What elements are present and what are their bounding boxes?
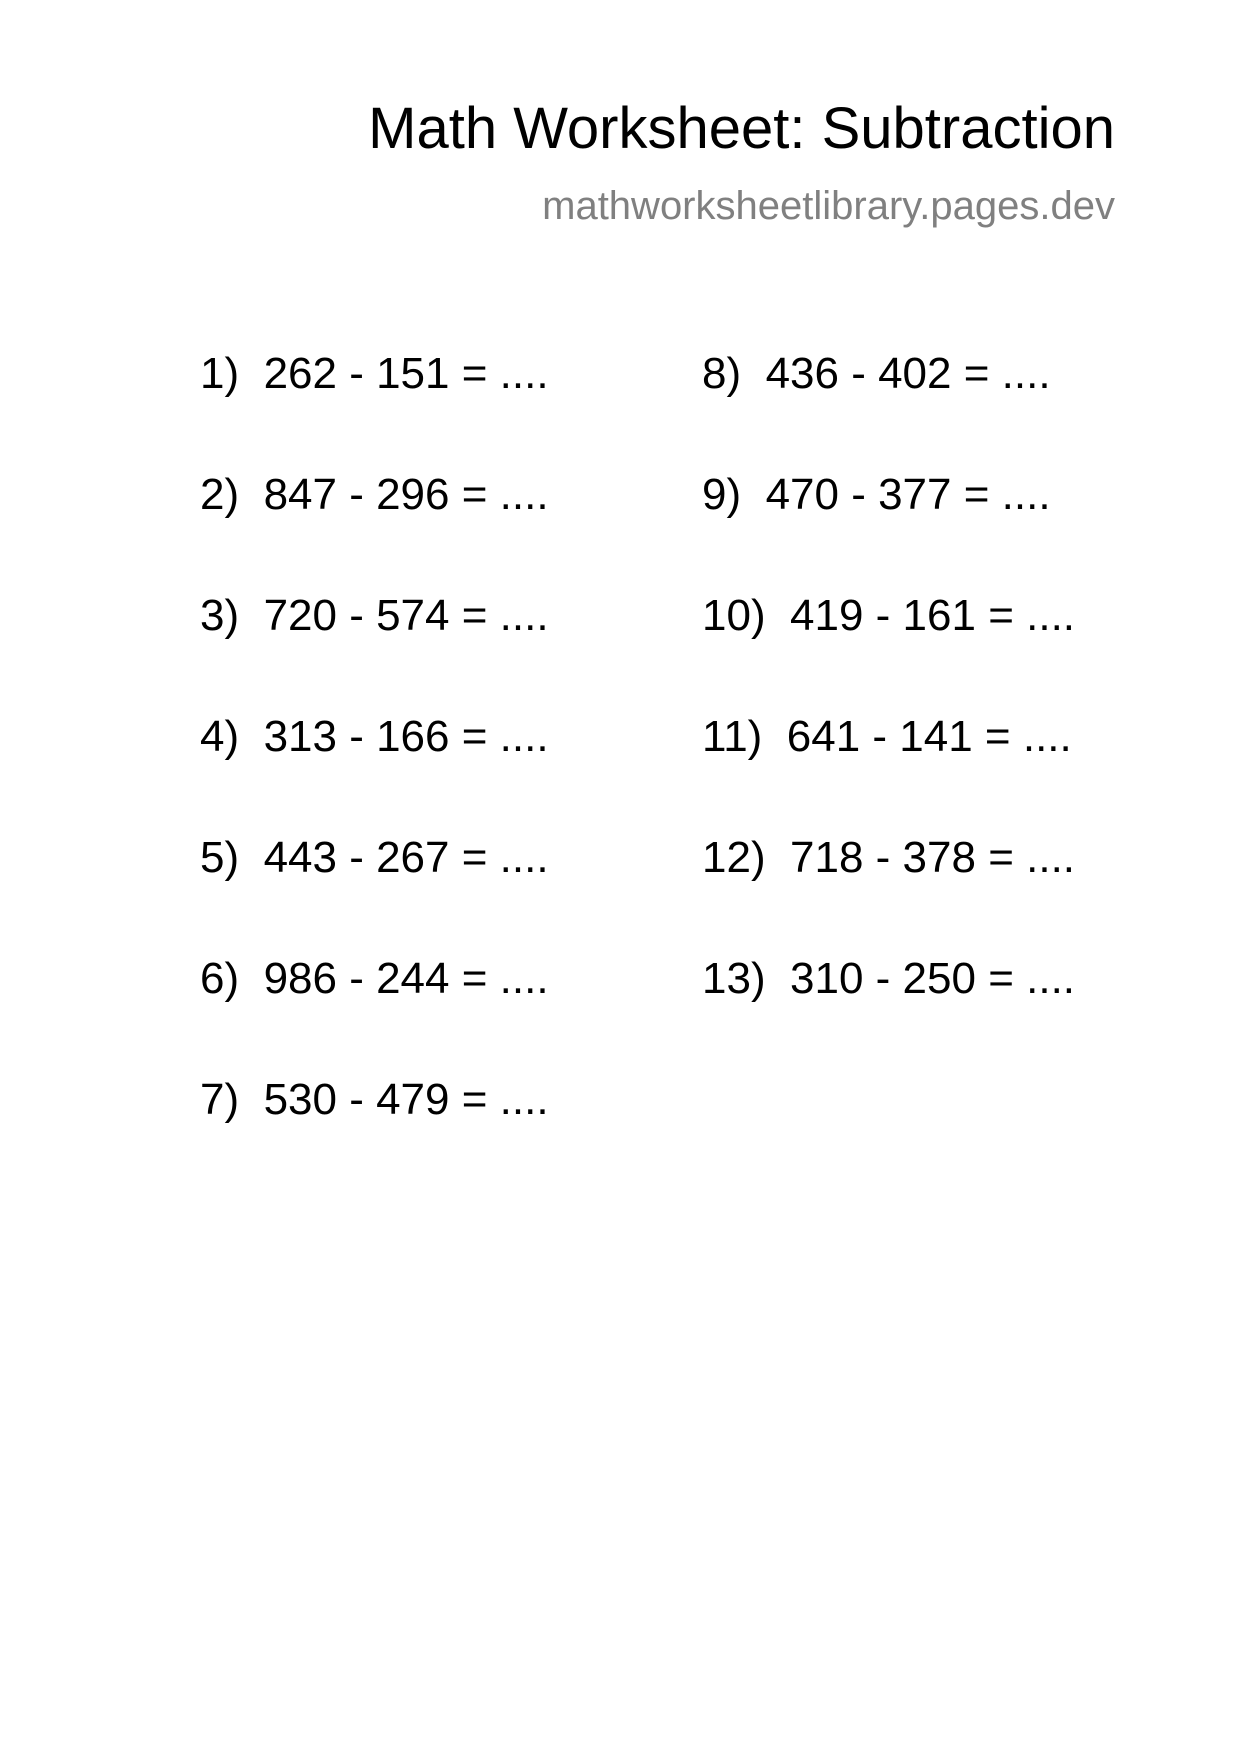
- worksheet-header: [368, 96, 1115, 228]
- site-url: mathworksheetlibrary.pages.dev: [542, 184, 1115, 228]
- problem-9: 9) 470 - 377 = ....: [702, 470, 1051, 519]
- page-title: Math Worksheet: Subtraction: [368, 96, 1115, 161]
- problem-column-right: [702, 349, 1076, 1078]
- problem-5: 5) 443 - 267 = ....: [200, 833, 549, 882]
- problem-7: 7) 530 - 479 = ....: [200, 1075, 549, 1124]
- problem-1: 1) 262 - 151 = ....: [200, 349, 549, 398]
- problem-3: 3) 720 - 574 = ....: [200, 591, 549, 640]
- problem-12: 12) 718 - 378 = ....: [702, 833, 1076, 882]
- problem-column-left: [200, 349, 549, 1199]
- problem-11: 11) 641 - 141 = ....: [702, 712, 1072, 761]
- problem-10: 10) 419 - 161 = ....: [702, 591, 1076, 640]
- problem-4: 4) 313 - 166 = ....: [200, 712, 549, 761]
- problem-8: 8) 436 - 402 = ....: [702, 349, 1051, 398]
- problem-13: 13) 310 - 250 = ....: [702, 954, 1076, 1003]
- problem-2: 2) 847 - 296 = ....: [200, 470, 549, 519]
- problem-6: 6) 986 - 244 = ....: [200, 954, 549, 1003]
